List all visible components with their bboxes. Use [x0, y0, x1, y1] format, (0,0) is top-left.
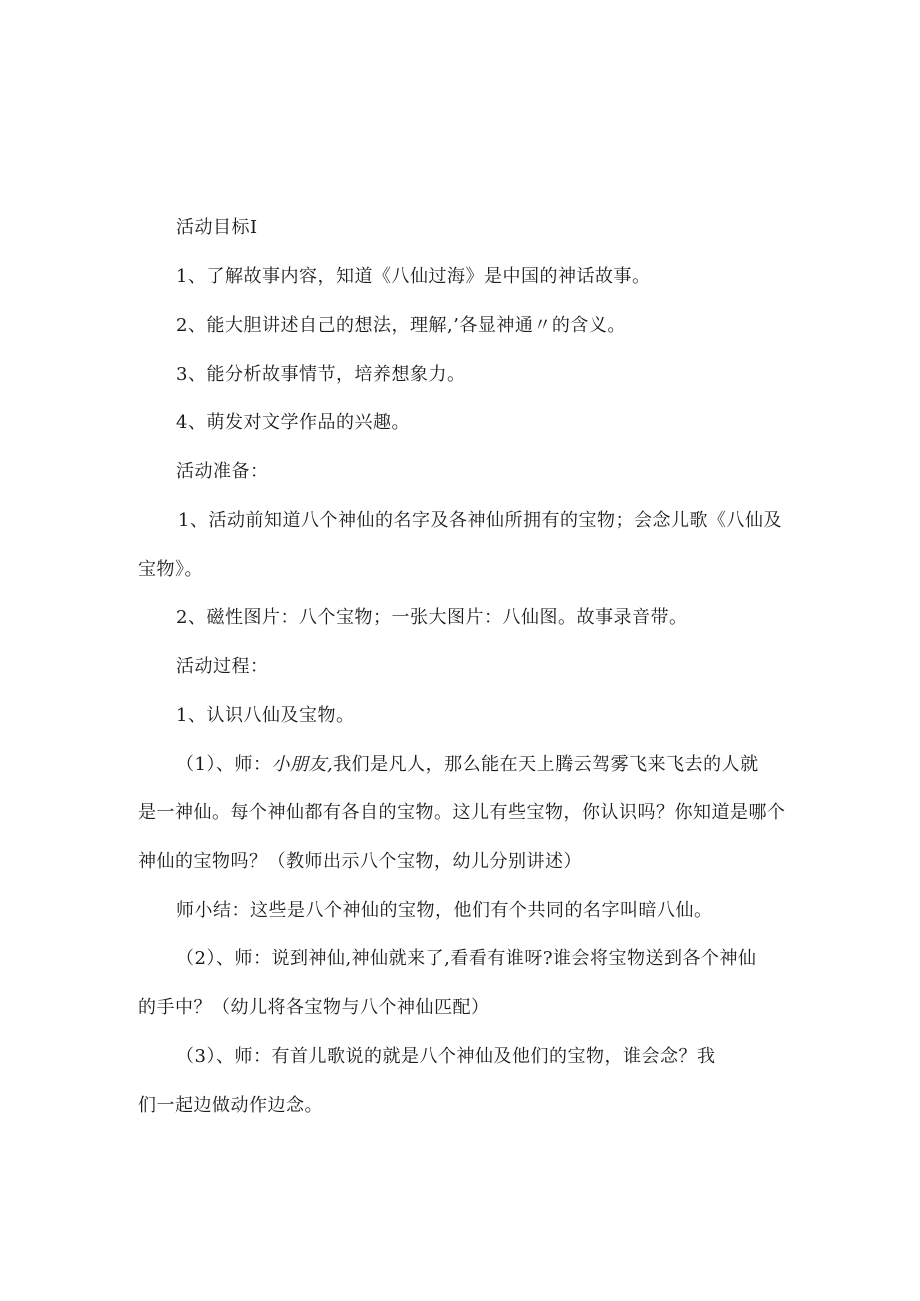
process-step-1: 1、认识八仙及宝物。: [176, 705, 355, 726]
goal-item-2: 2、能大胆讲述自己的想法，理解,’各显神通〃的含义。: [176, 315, 626, 336]
process-step-1-part-3: （3）、师：有首儿歌说的就是八个神仙及他们的宝物，谁会念？我: [176, 1046, 716, 1067]
process-step-1-part-3-line-2: 们一起边做动作边念。: [138, 1095, 323, 1116]
preparation-item-1-continued: 宝物》。: [138, 559, 203, 580]
goal-item-1: 1、了解故事内容，知道《八仙过海》是中国的神话故事。: [176, 266, 651, 287]
process-step-1-part-1-line-2: 是一神仙。每个神仙都有各自的宝物。这儿有些宝物，你认识吗？你知道是哪个: [138, 802, 786, 823]
process-step-1-part-2: （2）、师：说到神仙,神仙就来了,看看有谁呀?谁会将宝物送到各个神仙: [176, 948, 757, 969]
part-1-italic-phrase: 小朋友,: [271, 754, 334, 775]
process-step-1-part-1: [176, 753, 759, 777]
heading-activity-preparation: 活动准备：: [176, 461, 269, 482]
heading-activity-goals: 活动目标I: [176, 217, 258, 238]
part-1-prefix: （1）、师：: [176, 754, 272, 775]
teacher-summary: 师小结：这些是八个神仙的宝物，他们有个共同的名字叫暗八仙。: [176, 900, 713, 921]
preparation-item-2: 2、磁性图片：八个宝物；一张大图片：八仙图。故事录音带。: [176, 607, 688, 628]
process-step-1-part-2-line-2: 的手中？（幼儿将各宝物与八个神仙匹配）: [138, 997, 490, 1018]
goal-item-3: 3、能分析故事情节，培养想象力。: [176, 364, 466, 385]
preparation-item-1: 1、活动前知道八个神仙的名字及各神仙所拥有的宝物；会念儿歌《八仙及: [178, 510, 782, 531]
heading-activity-process: 活动过程：: [176, 656, 269, 677]
part-1-rest: 我们是凡人，那么能在天上腾云驾雾飞来飞去的人就: [333, 754, 759, 775]
process-step-1-part-1-line-3: 神仙的宝物吗？（教师出示八个宝物，幼儿分别讲述）: [138, 851, 582, 872]
goal-item-4: 4、萌发对文学作品的兴趣。: [176, 412, 410, 433]
